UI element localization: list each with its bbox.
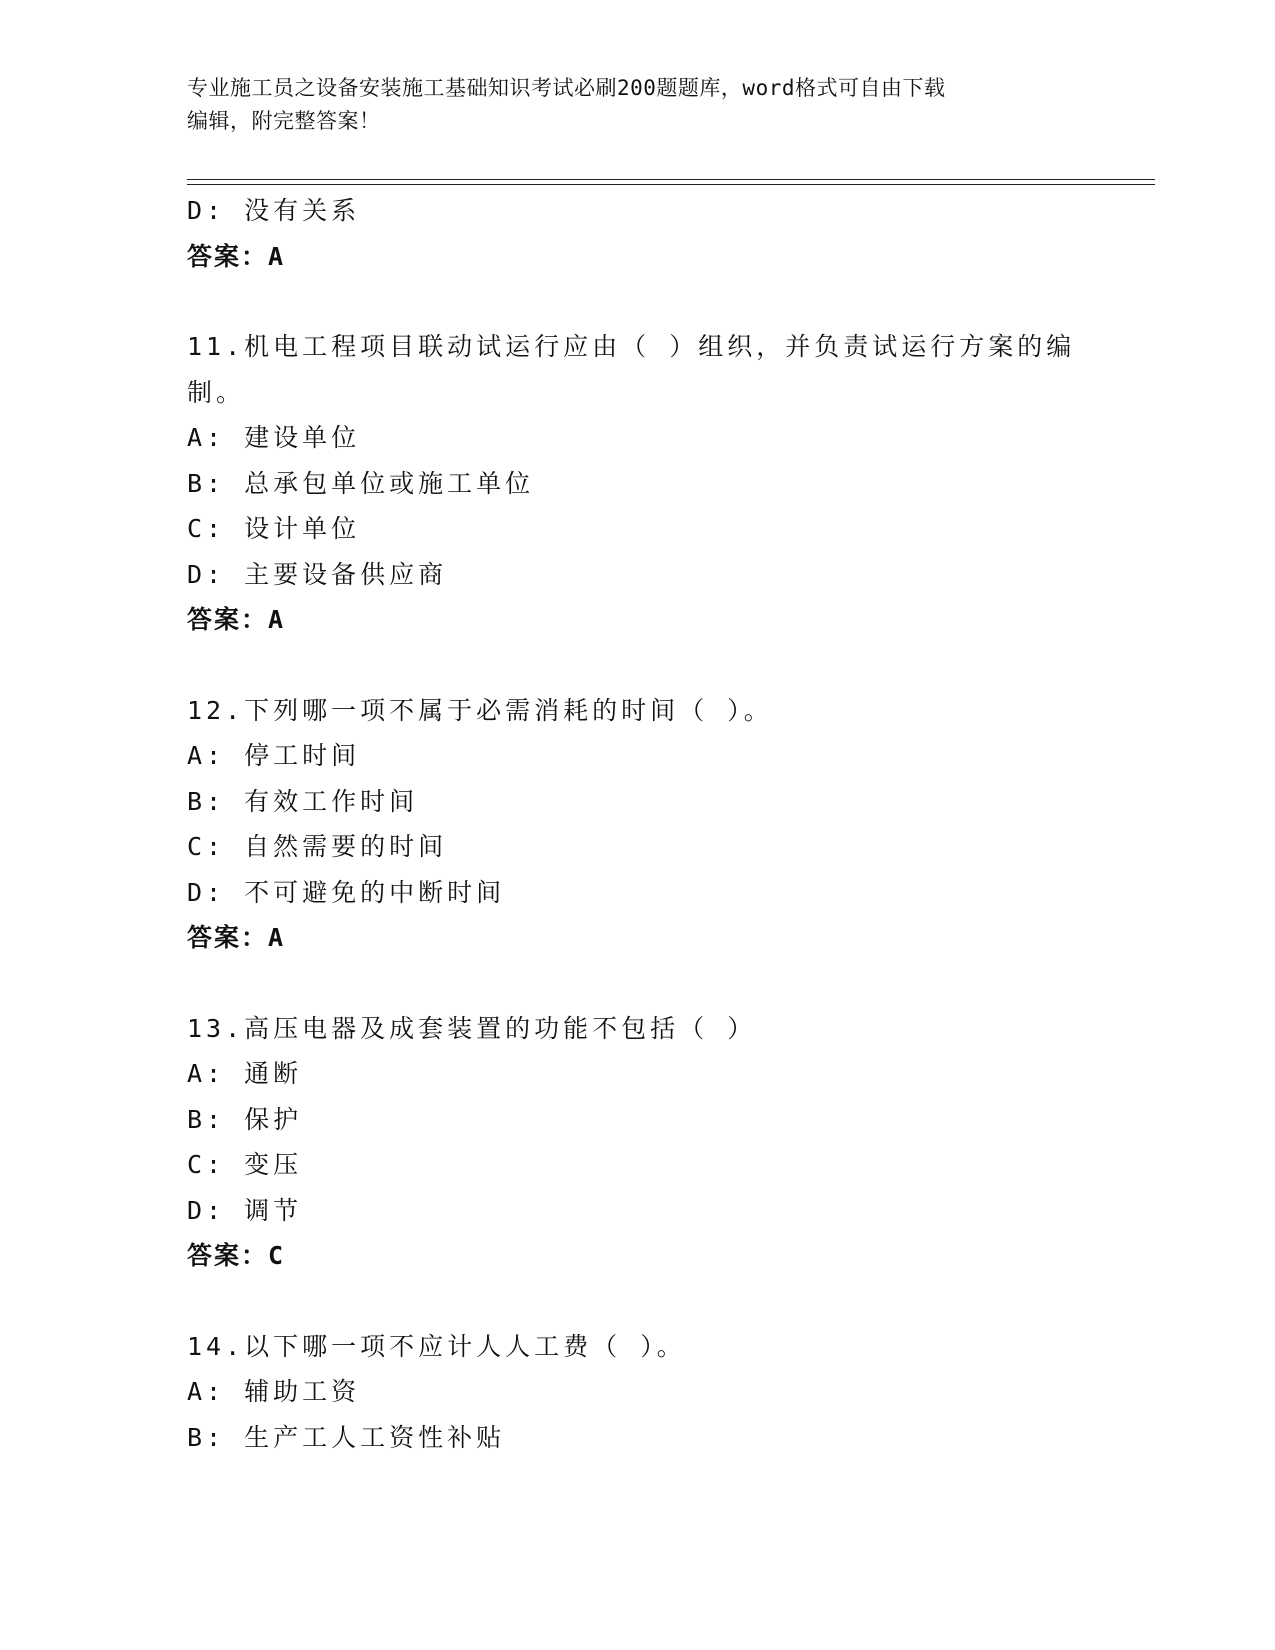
question-title: 11.机电工程项目联动试运行应由（ ）组织，并负责试运行方案的编 <box>187 332 1076 361</box>
answer-value: A <box>268 605 286 634</box>
answer <box>187 597 1087 643</box>
answer-value: A <box>268 923 286 952</box>
prev-answer <box>187 234 1087 280</box>
option-b: B: 生产工人工资性补贴 <box>187 1422 506 1452</box>
answer-label: 答案： <box>187 1241 269 1270</box>
answer-value: C <box>268 1241 286 1270</box>
option-c: C: 设计单位 <box>187 514 361 543</box>
option-a: A: 通断 <box>187 1059 303 1088</box>
answer-label: 答案： <box>187 923 269 952</box>
header-line-2: 编辑，附完整答案！ <box>187 109 381 133</box>
answer <box>187 915 1087 961</box>
option-a: A: 停工时间 <box>187 741 361 770</box>
header-line-1: 专业施工员之设备安装施工基础知识考试必刷200题题库，word格式可自由下载 <box>187 76 946 100</box>
answer-label: 答案： <box>187 241 269 271</box>
question-11 <box>187 324 1087 643</box>
prev-option-d: D: 没有关系 <box>187 196 361 225</box>
option-d: D: 主要设备供应商 <box>187 559 448 589</box>
answer-label: 答案： <box>187 605 269 634</box>
option-d: D: 不可避免的中断时间 <box>187 877 506 907</box>
answer-value: A <box>268 241 286 271</box>
answer <box>187 1233 1087 1279</box>
option-b: B: 有效工作时间 <box>187 786 419 816</box>
option-b: B: 总承包单位或施工单位 <box>187 468 535 498</box>
header-divider-top <box>187 179 1155 180</box>
question-title-cont: 制。 <box>187 377 246 407</box>
question-title: 13.高压电器及成套装置的功能不包括（ ） <box>187 1013 757 1043</box>
question-12 <box>187 688 1087 961</box>
document-header <box>187 72 1067 138</box>
question-title: 14.以下哪一项不应计人人工费（ ）。 <box>187 1331 686 1361</box>
question-list <box>187 188 1087 1460</box>
question-14 <box>187 1324 1087 1461</box>
question-13 <box>187 1006 1087 1279</box>
question-title: 12.下列哪一项不属于必需消耗的时间（ ）。 <box>187 695 773 725</box>
option-b: B: 保护 <box>187 1104 303 1134</box>
option-c: C: 自然需要的时间 <box>187 832 448 861</box>
option-a: A: 辅助工资 <box>187 1377 361 1406</box>
header-divider-bottom <box>187 184 1155 185</box>
option-c: C: 变压 <box>187 1150 303 1179</box>
option-a: A: 建设单位 <box>187 423 361 452</box>
option-d: D: 调节 <box>187 1195 303 1225</box>
